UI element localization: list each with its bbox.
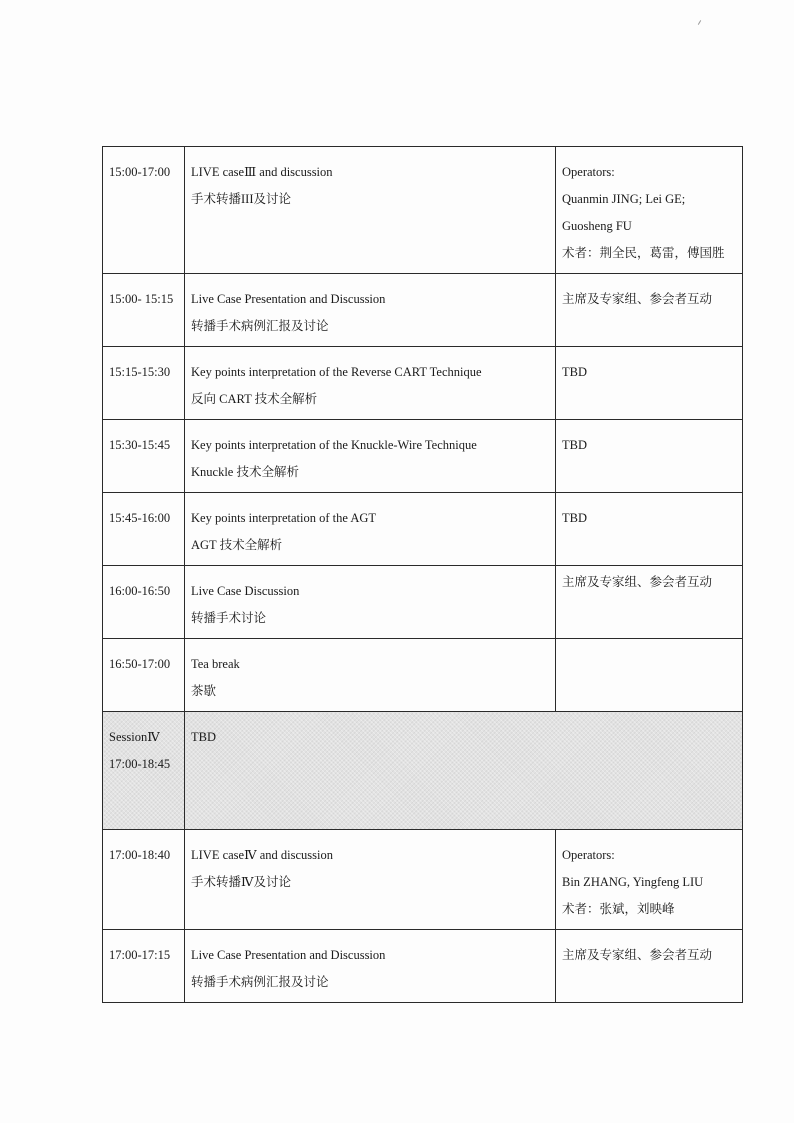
topic-en: Live Case Discussion: [191, 584, 300, 598]
speaker-line: Bin ZHANG, Yingfeng LIU: [562, 875, 704, 889]
speaker-line: TBD: [562, 365, 587, 379]
speaker-line: 术者：荆全民，葛雷，傅国胜: [562, 246, 725, 260]
table-row: [103, 274, 743, 347]
speaker-cell: [556, 566, 743, 639]
topic-en: Key points interpretation of the Knuckle-Wire Technique: [191, 438, 477, 452]
speaker-cell: [556, 147, 743, 274]
time-cell: 16:50-17:00: [103, 639, 185, 712]
topic-en: Key points interpretation of the Reverse CART Technique: [191, 365, 482, 379]
topic-zh: 手术转播III及讨论: [191, 192, 291, 206]
table-row: [103, 566, 743, 639]
table-row: [103, 493, 743, 566]
speaker-line: 主席及专家组、参会者互动: [562, 292, 713, 306]
topic-en: Key points interpretation of the AGT: [191, 511, 377, 525]
topic-zh: Knuckle 技术全解析: [191, 465, 299, 479]
agenda-table: [102, 146, 743, 1003]
speaker-line: Quanmin JING; Lei GE; Guosheng FU: [562, 192, 686, 233]
topic-cell: [185, 420, 556, 493]
topic-zh: 反向 CART 技术全解析: [191, 392, 318, 406]
speaker-line: Operators:: [562, 165, 615, 179]
table-row: [103, 830, 743, 930]
topic-cell: [185, 274, 556, 347]
topic-zh: 转播手术病例汇报及讨论: [191, 975, 329, 989]
topic-zh: AGT 技术全解析: [191, 538, 283, 552]
speaker-line: Operators:: [562, 848, 615, 862]
session-cell: [103, 712, 185, 830]
topic-zh: 手术转播Ⅳ及讨论: [191, 875, 291, 889]
session-topic-cell: [185, 712, 743, 830]
topic-cell: [185, 930, 556, 1003]
topic-en: LIVE caseⅢ and discussion: [191, 165, 333, 179]
topic-zh: 转播手术病例汇报及讨论: [191, 319, 329, 333]
time-cell: 17:00-17:15: [103, 930, 185, 1003]
time-cell: 15:00-17:00: [103, 147, 185, 274]
topic-en: Live Case Presentation and Discussion: [191, 292, 386, 306]
topic-cell: [185, 639, 556, 712]
topic-cell: [185, 566, 556, 639]
topic-cell: [185, 830, 556, 930]
speaker-cell: [556, 639, 743, 712]
speaker-cell: [556, 930, 743, 1003]
speaker-line: 术者：张斌，刘映峰: [562, 902, 675, 916]
topic-cell: [185, 347, 556, 420]
speaker-line: 主席及专家组、参会者互动: [562, 948, 713, 962]
time-cell: 17:00-18:40: [103, 830, 185, 930]
speaker-line: TBD: [562, 511, 587, 525]
speaker-cell: [556, 830, 743, 930]
speaker-cell: [556, 274, 743, 347]
time-cell: 15:00- 15:15: [103, 274, 185, 347]
topic-en: Live Case Presentation and Discussion: [191, 948, 386, 962]
table-row: [103, 147, 743, 274]
topic-zh: 茶歇: [191, 684, 217, 698]
time-cell: 16:00-16:50: [103, 566, 185, 639]
time-cell: 15:30-15:45: [103, 420, 185, 493]
speaker-line: 主席及专家组、参会者互动: [562, 575, 713, 589]
session-topic: TBD: [191, 730, 216, 744]
scan-mark: [698, 20, 701, 25]
session-row: [103, 712, 743, 830]
topic-cell: [185, 493, 556, 566]
time-cell: 15:45-16:00: [103, 493, 185, 566]
session-time: 17:00-18:45: [109, 757, 171, 771]
table-row: [103, 347, 743, 420]
session-label: SessionⅣ: [109, 730, 160, 744]
speaker-line: TBD: [562, 438, 587, 452]
speaker-cell: [556, 347, 743, 420]
table-row: [103, 420, 743, 493]
table-row: [103, 930, 743, 1003]
time-cell: 15:15-15:30: [103, 347, 185, 420]
speaker-cell: [556, 493, 743, 566]
topic-cell: [185, 147, 556, 274]
topic-en: Tea break: [191, 657, 240, 671]
topic-zh: 转播手术讨论: [191, 611, 267, 625]
speaker-cell: [556, 420, 743, 493]
topic-en: LIVE caseⅣ and discussion: [191, 848, 333, 862]
table-row: [103, 639, 743, 712]
